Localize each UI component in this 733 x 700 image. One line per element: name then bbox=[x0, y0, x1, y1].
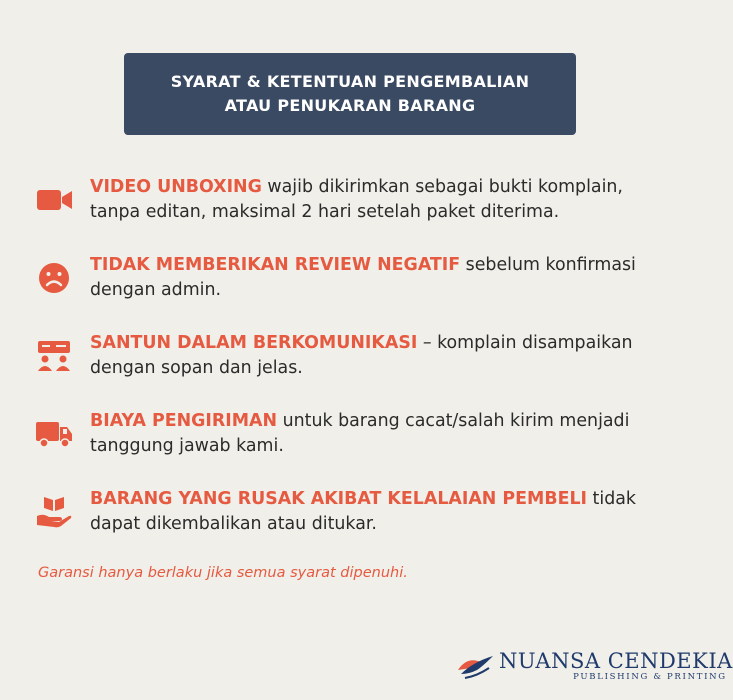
sad-face-icon bbox=[34, 257, 78, 301]
brand-tagline: PUBLISHING & PRINTING bbox=[573, 672, 727, 682]
bird-logo-icon bbox=[455, 648, 497, 684]
brand-logo bbox=[455, 645, 733, 687]
term-text bbox=[90, 487, 674, 537]
term-body: wajib dikirimkan sebagai bukti komplain, tanpa editan, maksimal 2 hari setelah paket diterima. bbox=[90, 177, 623, 222]
term-item-buyer-negligence bbox=[34, 487, 674, 565]
term-body: untuk barang cacat/salah kirim menjadi tanggung jawab kami. bbox=[90, 411, 630, 456]
brand-name: NUANSA CENDEKIA bbox=[499, 649, 733, 673]
terms-list bbox=[34, 175, 674, 565]
term-body: tidak dapat dikembalikan atau ditukar. bbox=[90, 489, 636, 534]
video-camera-icon bbox=[34, 179, 78, 223]
term-highlight: BIAYA PENGIRIMAN bbox=[90, 411, 278, 431]
title-line-2: ATAU PENUKARAN BARANG bbox=[224, 96, 476, 115]
conversation-icon bbox=[34, 335, 78, 379]
term-highlight: VIDEO UNBOXING bbox=[90, 177, 262, 197]
term-item-no-negative-review bbox=[34, 253, 674, 331]
term-highlight: BARANG YANG RUSAK AKIBAT KELALAIAN PEMBELI bbox=[90, 489, 588, 509]
term-item-video-unboxing bbox=[34, 175, 674, 253]
term-text bbox=[90, 253, 674, 303]
book-in-hand-icon bbox=[34, 491, 78, 535]
title-banner bbox=[124, 53, 576, 135]
term-highlight: SANTUN DALAM BERKOMUNIKASI bbox=[90, 333, 418, 353]
delivery-truck-icon bbox=[34, 413, 78, 457]
term-text bbox=[90, 175, 674, 225]
warranty-note: Garansi hanya berlaku jika semua syarat dipenuhi. bbox=[38, 565, 408, 581]
title-line-1: SYARAT & KETENTUAN PENGEMBALIAN bbox=[170, 72, 530, 91]
term-item-polite-communication bbox=[34, 331, 674, 409]
term-body: – komplain disampaikan dengan sopan dan jelas. bbox=[90, 333, 633, 378]
term-highlight: TIDAK MEMBERIKAN REVIEW NEGATIF bbox=[90, 255, 461, 275]
term-body: sebelum konfirmasi dengan admin. bbox=[90, 255, 636, 300]
term-item-shipping-cost bbox=[34, 409, 674, 487]
term-text bbox=[90, 331, 674, 381]
term-text bbox=[90, 409, 674, 459]
